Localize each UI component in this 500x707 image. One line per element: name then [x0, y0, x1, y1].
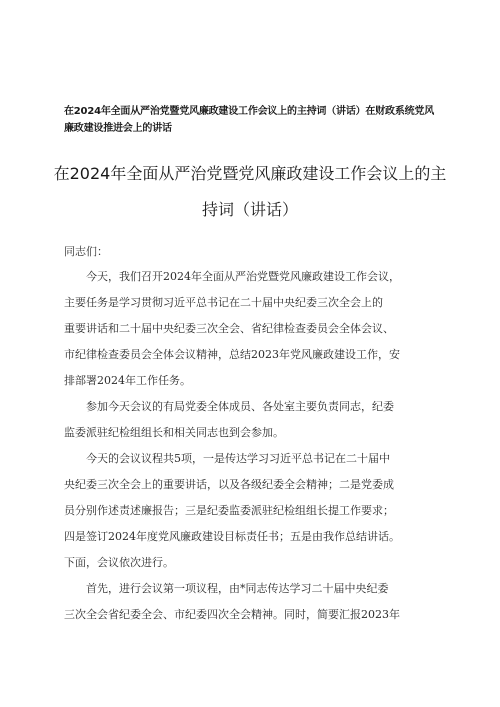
body-line: 三次全会省纪委全会、市纪委四次全会精神。同时，简要汇报2023年	[64, 608, 400, 621]
body-line: 下面，会议依次进行。	[64, 556, 174, 569]
document-title-line-2: 持词（讲话）	[201, 200, 298, 219]
body-line: 今天，我们召开2024年全面从严治党暨党风廉政建设工作会议，	[86, 270, 400, 283]
body-line: 首先，进行会议第一项议程，由*同志传达学习二十届中央纪委	[86, 582, 389, 595]
body-line: 央纪委三次全会上的重要讲话，以及各级纪委全会精神；二是党委成	[64, 478, 394, 491]
body-line: 今天的会议议程共5项，一是传达学习习近平总书记在二十届中	[86, 452, 390, 465]
body-line: 四是签订2024年度党风廉政建设目标责任书；五是由我作总结讲话。	[64, 530, 400, 543]
header-line-2: 廉政建设推进会上的讲话	[64, 123, 172, 134]
body-line: 主要任务是学习贯彻习近平总书记在二十届中央纪委三次全会上的	[64, 296, 383, 309]
header-line-1: 在2024年全面从严治党暨党风廉政建设工作会议上的主持词（讲话）在财政系统党风	[64, 106, 435, 117]
document-title-line-1: 在2024年全面从严治党暨党风廉政建设工作会议上的主	[53, 164, 447, 183]
body-line: 参加今天会议的有局党委全体成员、各处室主要负责同志，纪委	[86, 400, 394, 413]
body-line: 员分别作述责述廉报告；三是纪委监委派驻纪检组组长提工作要求；	[64, 504, 394, 517]
body-line: 排部署2024年工作任务。	[64, 374, 191, 387]
salutation: 同志们：	[64, 245, 108, 258]
document-header	[64, 103, 446, 137]
body-line: 重要讲话和二十届中央纪委三次全会、省纪律检查委员会全体会议、	[64, 322, 394, 335]
body-line: 监委派驻纪检组组长和相关同志也到会参加。	[64, 426, 284, 439]
body-line: 市纪律检查委员会全体会议精神，总结2023年党风廉政建设工作，安	[64, 348, 400, 361]
